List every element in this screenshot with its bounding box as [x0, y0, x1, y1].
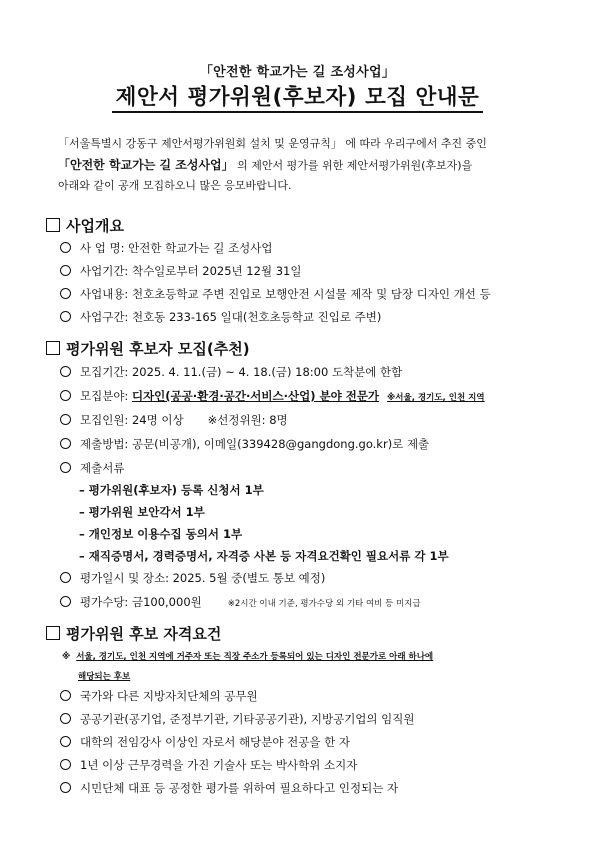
recruit-method-text: 제출방법: 공문(비공개), 이메일(339428@gangdong.go.kr)로 제출: [80, 437, 430, 451]
intro-line-1: 「서울특별시 강동구 제안서평가위원회 설치 및 운영규칙」 에 따라 우리구에서 추진 중인: [58, 137, 487, 150]
recruit-method: [60, 436, 429, 452]
circle-bullet-icon: [60, 596, 71, 607]
section-overview-title: 사업개요: [66, 217, 124, 235]
square-bullet-icon: [46, 218, 60, 232]
recruit-field-note: ※서울, 경기도, 인천 지역: [387, 393, 485, 403]
circle-bullet-icon: [60, 265, 71, 276]
qualification-item-text: 공공기관(공기업, 준정부기관, 기타공공기관), 지방공기업의 임직원: [80, 712, 415, 726]
recruit-period-text: 모집기간: 2025. 4. 11.(금) ~ 4. 18.(금) 18:00 도착분에 한함: [80, 365, 403, 379]
circle-bullet-icon: [60, 390, 71, 401]
overview-item: [60, 263, 301, 279]
recruit-field: [60, 388, 485, 404]
qualification-item-text: 대학의 전임강사 이상인 자로서 해당분야 전공을 한 자: [80, 735, 350, 749]
circle-bullet-icon: [60, 242, 71, 253]
circle-bullet-icon: [60, 438, 71, 449]
intro-line-3: 아래와 같이 공개 모집하오니 많은 응모바랍니다.: [58, 179, 292, 192]
circle-bullet-icon: [60, 288, 71, 299]
qualification-item: [60, 711, 415, 727]
page-title-wrap: [0, 80, 595, 111]
recruit-count-text: 모집인원: 24명 이상: [80, 413, 184, 427]
circle-bullet-icon: [60, 759, 71, 770]
recruit-schedule-text: 평가일시 및 장소: 2025. 5월 중(별도 통보 예정): [80, 571, 326, 585]
qualification-note-line-1: [62, 650, 433, 662]
circle-bullet-icon: [60, 462, 71, 473]
overview-item-text: 사업내용: 천호초등학교 주변 진입로 보행안전 시설물 제작 및 담장 디자인 개선 등: [80, 287, 491, 301]
recruit-schedule: [60, 570, 325, 586]
intro-line-2-rest: 의 제안서 평가를 위한 제안서평가위원(후보자)을: [233, 159, 473, 172]
recruit-count-note: ※선정위원: 8명: [207, 413, 288, 427]
recruit-fee-text: 평가수당: 금100,000원: [80, 595, 202, 609]
intro-line-2: [58, 155, 555, 176]
circle-bullet-icon: [60, 311, 71, 322]
section-qualification-heading: [46, 623, 221, 644]
page-title: 제안서 평가위원(후보자) 모집 안내문: [112, 85, 484, 113]
overview-item-text: 사 업 명: 안전한 학교가는 길 조성사업: [80, 241, 273, 255]
overview-item: [60, 309, 381, 325]
doc-item: – 평가위원 보안각서 1부: [79, 505, 205, 519]
overview-item: [60, 240, 272, 256]
recruit-field-value: 디자인(공공·환경·공간·서비스·산업) 분야 전문가: [131, 389, 380, 403]
recruit-fee: [60, 594, 421, 610]
overview-item-text: 사업구간: 천호동 233-165 일대(천호초등학교 진입로 주변): [80, 310, 382, 324]
project-subtitle: 「안전한 학교가는 길 조성사업」: [199, 65, 396, 80]
qualification-note-line-2: [78, 670, 130, 682]
recruit-period: [60, 364, 402, 380]
section-overview-heading: [46, 215, 124, 236]
square-bullet-icon: [46, 341, 60, 355]
section-recruit-title: 평가위원 후보자 모집(추천): [66, 340, 250, 358]
qualification-item: [60, 757, 357, 773]
intro-project-name: 「안전한 학교가는 길 조성사업」: [58, 158, 234, 172]
section-qualification-title: 평가위원 후보 자격요건: [66, 625, 222, 643]
circle-bullet-icon: [60, 366, 71, 377]
qualification-note-text-1: 서울, 경기도, 인천 지역에 거주자 또는 직장 주소가 등록되어 있는 디자인 전문가로 아래 하나에: [76, 652, 434, 662]
qualification-note-text-2: 해당되는 후보: [78, 672, 131, 682]
recruit-field-label: 모집분야:: [80, 389, 132, 403]
qualification-item-text: 시민단체 대표 등 공정한 평가를 위하여 필요하다고 인정되는 자: [80, 781, 399, 795]
doc-item: – 평가위원(후보자) 등록 신청서 1부: [79, 483, 264, 497]
circle-bullet-icon: [60, 414, 71, 425]
recruit-docs-label-text: 제출서류: [80, 461, 125, 475]
recruit-docs-label: [60, 460, 124, 476]
section-recruit-heading: [46, 338, 250, 359]
square-bullet-icon: [46, 626, 60, 640]
recruit-count: [60, 412, 288, 428]
circle-bullet-icon: [60, 713, 71, 724]
qualification-item-text: 국가와 다른 지방자치단체의 공무원: [80, 689, 258, 703]
qualification-item: [60, 688, 258, 704]
qualification-item: [60, 734, 350, 750]
overview-item: [60, 286, 491, 302]
recruit-fee-note: ※2시간 이내 기준, 평가수당 외 기타 여비 등 미지급: [227, 599, 421, 609]
circle-bullet-icon: [60, 690, 71, 701]
circle-bullet-icon: [60, 572, 71, 583]
circle-bullet-icon: [60, 782, 71, 793]
qualification-item-text: 1년 이상 근무경력을 가진 기술사 또는 박사학위 소지자: [80, 758, 358, 772]
doc-item: – 개인정보 이용수집 동의서 1부: [79, 527, 243, 541]
qualification-item: [60, 780, 398, 796]
doc-item: – 재직증명서, 경력증명서, 자격증 사본 등 자격요건확인 필요서류 각 1부: [79, 549, 449, 563]
circle-bullet-icon: [60, 736, 71, 747]
overview-item-text: 사업기간: 착수일로부터 2025년 12월 31일: [80, 264, 302, 278]
note-mark: ※: [62, 652, 71, 662]
